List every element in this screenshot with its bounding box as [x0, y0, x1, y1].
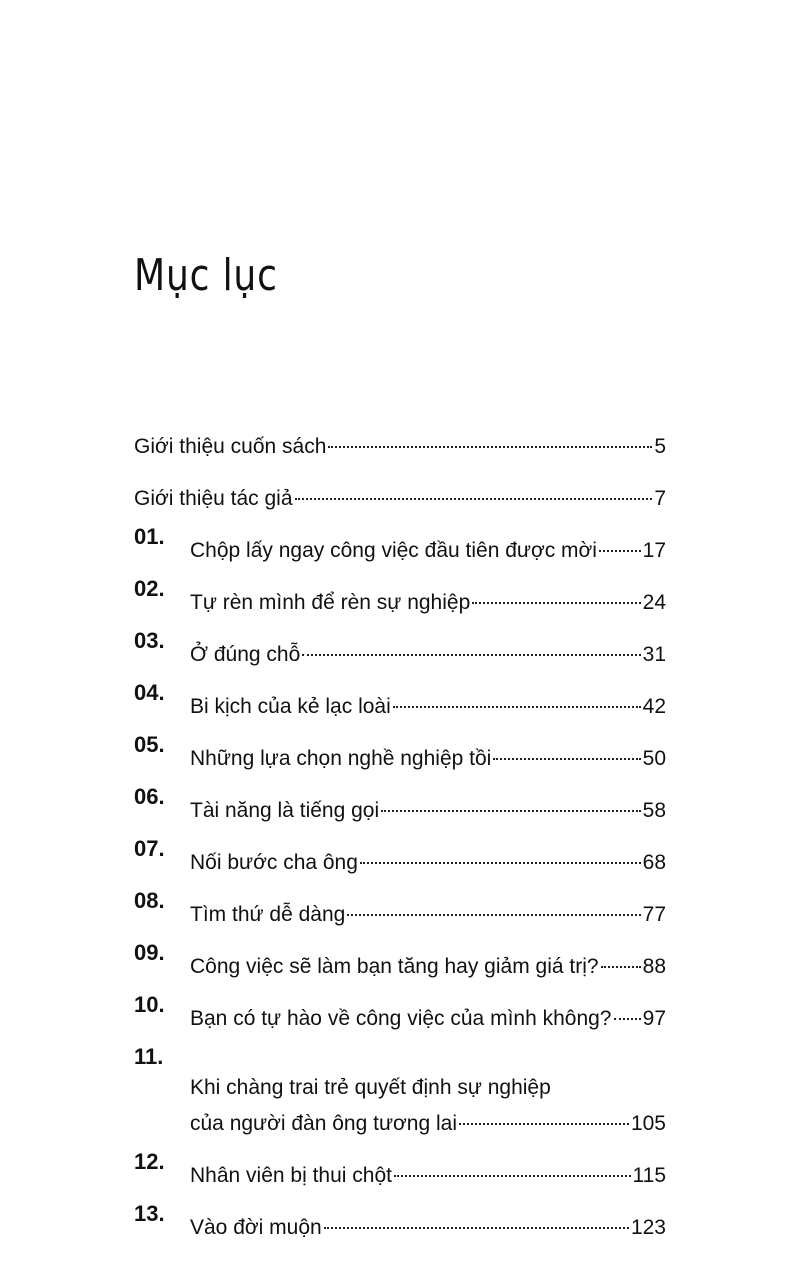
dot-leader — [381, 810, 641, 812]
toc-entry-label: Nối bước cha ông — [190, 851, 358, 874]
toc-entry-chapter-01 — [134, 512, 666, 564]
toc-entry-page: 31 — [642, 643, 666, 666]
dot-leader — [347, 914, 640, 916]
toc-entry-chapter-03 — [134, 616, 666, 668]
dot-leader — [599, 550, 641, 552]
dot-leader — [493, 758, 640, 760]
toc-entry-chapter-12 — [134, 1137, 666, 1189]
toc-entry-page: 42 — [642, 695, 666, 718]
toc-entry-page: 77 — [642, 903, 666, 926]
chapter-number: 13. — [134, 1201, 165, 1226]
chapter-number: 05. — [134, 732, 165, 757]
chapter-number: 12. — [134, 1149, 165, 1174]
toc-entry-page: 7 — [654, 487, 666, 510]
toc-entry-label: Tài năng là tiếng gọi — [190, 799, 380, 822]
toc-entry-label: Những lựa chọn nghề nghiệp tồi — [190, 747, 492, 770]
chapter-number: 07. — [134, 836, 165, 861]
toc-entry-intro-author — [134, 460, 666, 512]
toc-entry-chapter-05 — [134, 720, 666, 772]
dot-leader — [360, 862, 641, 864]
toc-entry-chapter-11 — [134, 1032, 666, 1137]
toc-entry-page: 24 — [642, 591, 666, 614]
chapter-number: 09. — [134, 940, 165, 965]
toc-entry-page: 68 — [642, 851, 666, 874]
toc-entry-chapter-02 — [134, 564, 666, 616]
toc-entry-chapter-08 — [134, 876, 666, 928]
toc-entry-label: Tự rèn mình để rèn sự nghiệp — [190, 591, 471, 614]
chapter-number: 03. — [134, 628, 165, 653]
toc-entry-page: 123 — [630, 1216, 666, 1239]
dot-leader — [459, 1123, 629, 1125]
toc-entry-chapter-04 — [134, 668, 666, 720]
chapter-number: 06. — [134, 784, 165, 809]
toc-entry-label: Giới thiệu tác giả — [134, 487, 293, 510]
chapter-number: 01. — [134, 524, 165, 549]
page-title: Mục lục — [134, 250, 278, 301]
dot-leader — [324, 1227, 629, 1229]
toc-entry-chapter-10 — [134, 980, 666, 1032]
dot-leader — [394, 1175, 631, 1177]
dot-leader — [614, 1018, 641, 1020]
toc-entry-label-line1: Khi chàng trai trẻ quyết định sự nghiệp — [190, 1076, 551, 1099]
toc-entry-label: Bạn có tự hào về công việc của mình không? — [190, 1007, 612, 1030]
toc-entry-page: 115 — [632, 1164, 666, 1187]
toc-entry-page: 105 — [630, 1112, 666, 1135]
toc-entry-label: Công việc sẽ làm bạn tăng hay giảm giá trị? — [190, 955, 599, 978]
toc-entry-label: Nhân viên bị thui chột — [190, 1164, 392, 1187]
toc-entry-page: 58 — [642, 799, 666, 822]
toc-entry-page: 97 — [642, 1007, 666, 1030]
chapter-number: 10. — [134, 992, 165, 1017]
toc-entry-label: Tìm thứ dễ dàng — [190, 903, 346, 926]
toc-entry-label: Vào đời muộn — [190, 1216, 322, 1239]
toc-entry-chapter-07 — [134, 824, 666, 876]
dot-leader — [295, 498, 653, 500]
dot-leader — [393, 706, 641, 708]
toc-entry-chapter-06 — [134, 772, 666, 824]
toc-entry-page: 50 — [642, 747, 666, 770]
chapter-number: 11. — [134, 1044, 164, 1069]
dot-leader — [601, 966, 641, 968]
toc-entry-label-line2: của người đàn ông tương lai — [190, 1112, 457, 1135]
toc-entry-label: Bi kịch của kẻ lạc loài — [190, 695, 391, 718]
toc-entry-page: 88 — [642, 955, 666, 978]
toc-entry-page: 17 — [642, 539, 666, 562]
toc-entry-chapter-13 — [134, 1189, 666, 1241]
dot-leader — [328, 446, 652, 448]
toc-entry-label: Chộp lấy ngay công việc đầu tiên được mời — [190, 539, 597, 562]
chapter-number: 04. — [134, 680, 165, 705]
toc-entry-label: Giới thiệu cuốn sách — [134, 435, 327, 458]
chapter-number: 08. — [134, 888, 165, 913]
toc-entry-label: Ở đúng chỗ — [190, 643, 301, 666]
dot-leader — [302, 654, 640, 656]
chapter-number: 02. — [134, 576, 165, 601]
toc-entry-chapter-09 — [134, 928, 666, 980]
table-of-contents — [134, 408, 666, 1241]
dot-leader — [472, 602, 640, 604]
toc-entry-intro-book — [134, 408, 666, 460]
toc-entry-page: 5 — [654, 435, 666, 458]
